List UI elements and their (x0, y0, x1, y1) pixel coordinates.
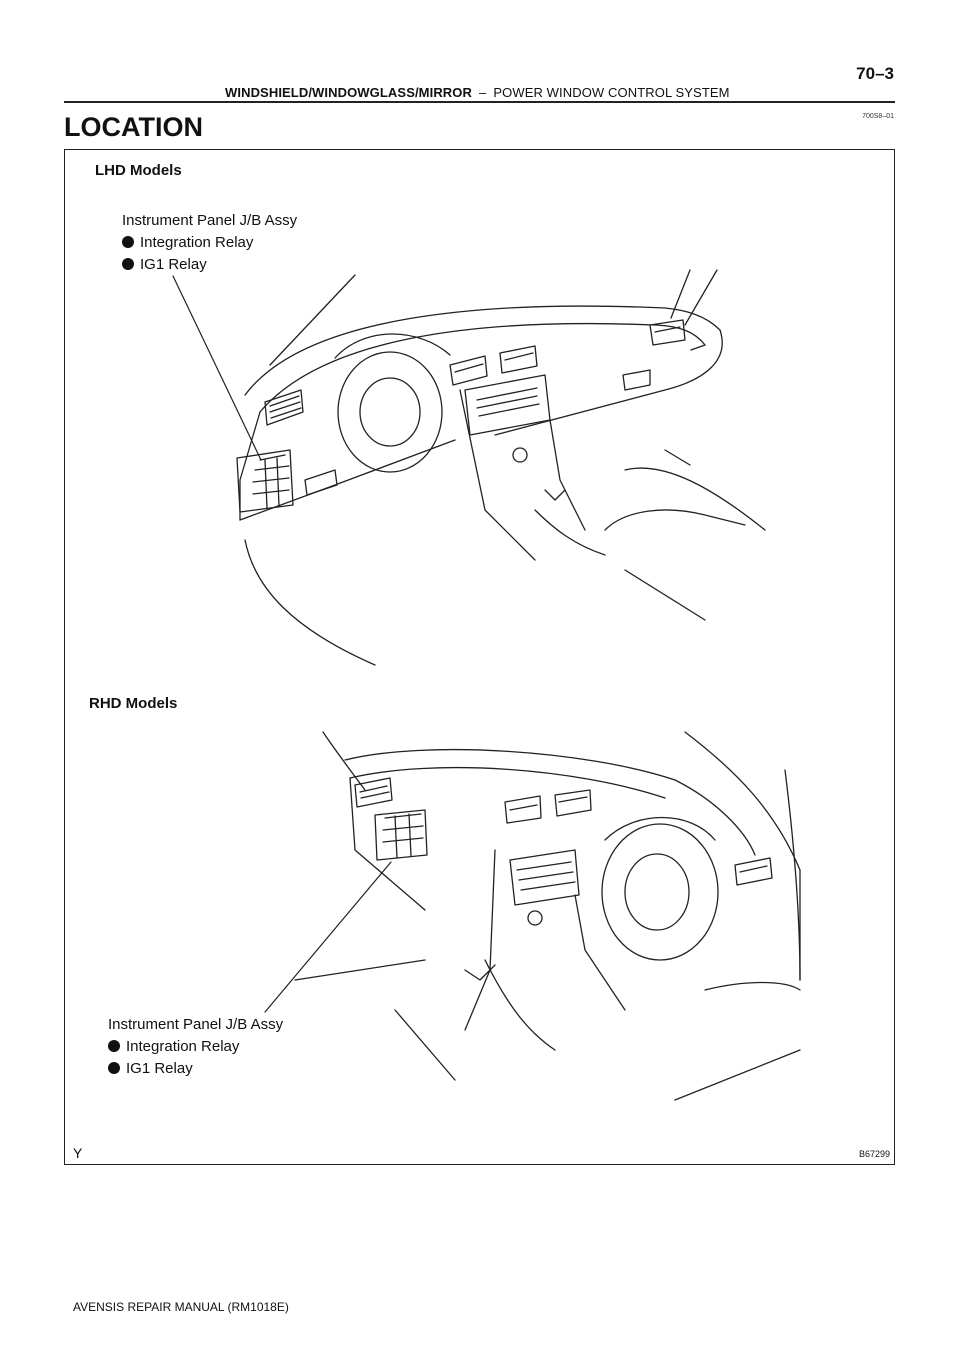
bullet-icon (108, 1040, 120, 1052)
rhd-item-label: IG1 Relay (126, 1060, 193, 1077)
header-chapter: WINDSHIELD/WINDOWGLASS/MIRROR (225, 85, 472, 100)
rhd-dashboard-drawing (265, 732, 800, 1100)
rhd-item-label: Integration Relay (126, 1038, 240, 1055)
lhd-heading: LHD Models (95, 162, 182, 179)
header-section: POWER WINDOW CONTROL SYSTEM (493, 85, 730, 100)
rhd-item (108, 1060, 193, 1077)
bullet-icon (108, 1062, 120, 1074)
lhd-item (122, 234, 253, 251)
rhd-component-label: Instrument Panel J/B Assy (108, 1016, 284, 1033)
lhd-component-label: Instrument Panel J/B Assy (122, 212, 298, 229)
header-rule (64, 101, 895, 103)
page-footer: AVENSIS REPAIR MANUAL (RM1018E) (73, 1300, 289, 1314)
bullet-icon (122, 258, 134, 270)
rhd-item (108, 1038, 239, 1055)
lhd-dashboard-drawing (173, 270, 765, 665)
rhd-heading: RHD Models (89, 695, 178, 712)
section-title: LOCATION (64, 112, 203, 142)
dashboard-illustration (65, 150, 894, 1164)
header-section-title (225, 85, 730, 100)
page-number: 70–3 (856, 64, 894, 83)
document-code: 700S8–01 (862, 113, 894, 120)
bullet-icon (122, 236, 134, 248)
figure-id: B67299 (858, 1149, 890, 1159)
header-separator: – (479, 85, 487, 100)
lhd-item-label: Integration Relay (140, 234, 254, 251)
lhd-item-label: IG1 Relay (140, 256, 207, 273)
lhd-item (122, 256, 207, 273)
location-figure (64, 149, 895, 1165)
figure-corner-mark: Y (73, 1145, 83, 1161)
